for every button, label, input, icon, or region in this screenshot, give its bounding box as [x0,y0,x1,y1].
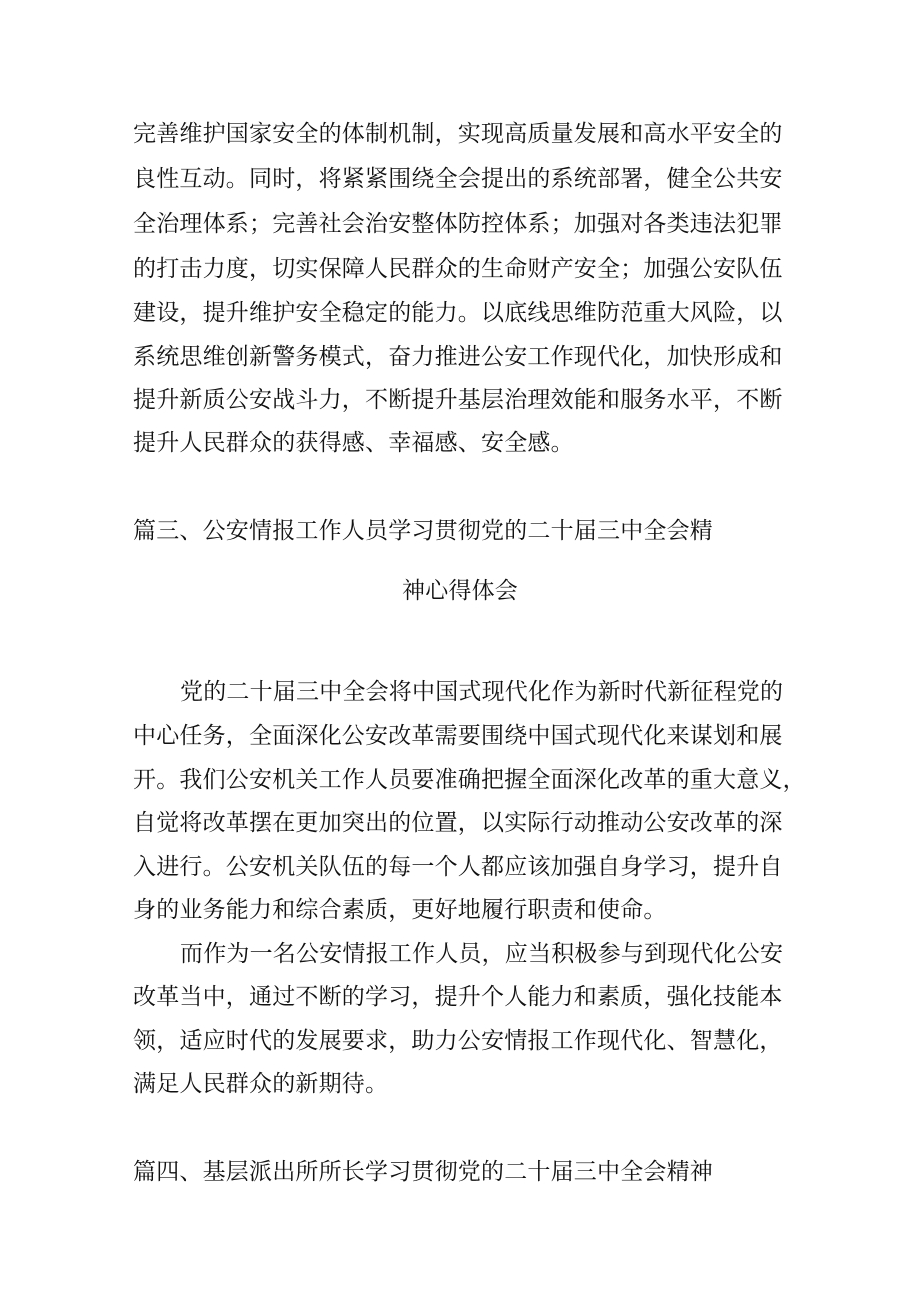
body-text-line: 领，适应时代的发展要求，助力公安情报工作现代化、智慧化， [133,1028,783,1054]
body-text-line: 自觉将改革摆在更加突出的位置，以实际行动推动公安改革的深 [133,810,783,836]
paragraph-first-line: 而作为一名公安情报工作人员，应当积极参与到现代化公安 [180,941,784,967]
body-text-line: 中心任务，全面深化公安改革需要围绕中国式现代化来谋划和展 [133,723,783,749]
paragraph-first-line: 党的二十届三中全会将中国式现代化作为新时代新征程党的 [180,679,784,705]
body-text-line: 建设，提升维护安全稳定的能力。以底线思维防范重大风险，以 [133,300,783,326]
body-text-line: 提升新质公安战斗力，不断提升基层治理效能和服务水平，不断 [133,387,783,413]
body-text-line: 身的业务能力和综合素质，更好地履行职责和使命。 [133,897,667,923]
body-text-line: 满足人民群众的新期待。 [133,1071,389,1097]
body-text-line: 入进行。公安机关队伍的每一个人都应该加强自身学习，提升自 [133,854,783,880]
body-text-line: 的打击力度，切实保障人民群众的生命财产安全；加强公安队伍 [133,256,783,282]
body-text-line: 改革当中，通过不断的学习，提升个人能力和素质，强化技能本 [133,984,783,1010]
section-title: 篇三、公安情报工作人员学习贯彻党的二十届三中全会精 [133,518,713,544]
body-text-line: 良性互动。同时，将紧紧围绕全会提出的系统部署，健全公共安 [133,166,783,192]
section-title: 篇四、基层派出所所长学习贯彻党的二十届三中全会精神 [133,1159,713,1185]
body-text-line: 开。我们公安机关工作人员要准确把握全面深化改革的重大意义， [133,767,806,793]
body-text-line: 系统思维创新警务模式，奋力推进公安工作现代化，加快形成和 [133,344,783,370]
body-text-line: 全治理体系；完善社会治安整体防控体系；加强对各类违法犯罪 [133,211,783,237]
body-text-line: 完善维护国家安全的体制机制，实现高质量发展和高水平安全的 [133,121,783,147]
body-text-line: 提升人民群众的获得感、幸福感、安全感。 [133,430,574,456]
section-title-continuation: 神心得体会 [402,578,518,604]
